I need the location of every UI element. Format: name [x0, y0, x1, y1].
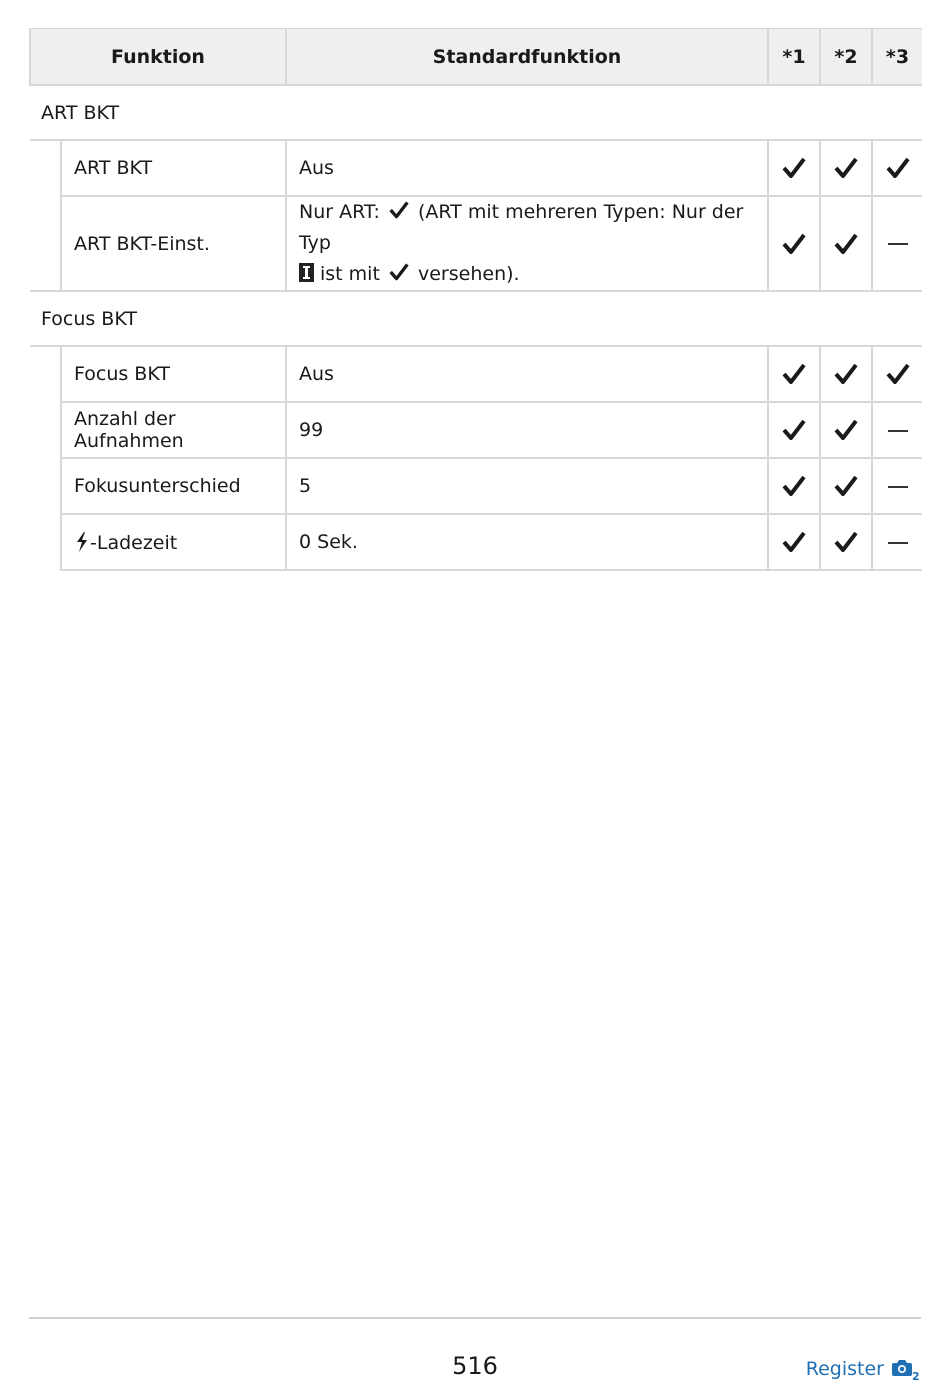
check-icon — [833, 156, 859, 180]
mark-cell-1 — [768, 196, 820, 291]
dash-icon — [888, 486, 908, 488]
check-icon — [833, 418, 859, 442]
dash-icon — [888, 243, 908, 245]
dash-icon — [888, 542, 908, 544]
function-cell: Anzahl der Aufnahmen — [61, 402, 286, 458]
table-row — [30, 514, 922, 570]
table-row — [30, 140, 922, 196]
row-indent — [30, 196, 61, 291]
header-standard: Standardfunktion — [286, 29, 768, 86]
check-icon — [781, 418, 807, 442]
function-cell — [61, 514, 286, 570]
check-icon — [781, 530, 807, 554]
check-icon — [885, 362, 911, 386]
row-indent — [30, 402, 61, 458]
table-row — [30, 196, 922, 291]
standard-cell: 99 — [286, 402, 768, 458]
header-c2: *2 — [820, 29, 872, 86]
mark-cell-1 — [768, 346, 820, 402]
check-icon — [833, 474, 859, 498]
page-number: 516 — [452, 1352, 498, 1380]
standard-cell: Aus — [286, 346, 768, 402]
mark-cell-3 — [872, 458, 922, 514]
group-row — [30, 85, 922, 140]
check-icon — [388, 262, 410, 282]
header-function: Funktion — [30, 29, 286, 86]
standard-cell: 5 — [286, 458, 768, 514]
function-cell: Focus BKT — [61, 346, 286, 402]
standard-cell: Aus — [286, 140, 768, 196]
table-row — [30, 458, 922, 514]
group-row — [30, 291, 922, 346]
check-icon — [885, 156, 911, 180]
mark-cell-3 — [872, 346, 922, 402]
row-indent — [30, 140, 61, 196]
standard-text-part: Nur ART: — [299, 201, 380, 223]
standard-cell — [286, 196, 768, 291]
mark-cell-1 — [768, 458, 820, 514]
register-link[interactable] — [806, 1357, 920, 1381]
footer-divider — [29, 1317, 921, 1319]
mark-cell-2 — [820, 196, 872, 291]
function-cell: ART BKT — [61, 140, 286, 196]
group-title: ART BKT — [30, 85, 922, 140]
standard-text-part: (ART mit mehreren Typen: Nur der Typ — [299, 201, 744, 254]
settings-table — [29, 28, 922, 571]
register-label: Register — [805, 1358, 884, 1380]
mark-cell-1 — [768, 514, 820, 570]
camera-menu-2-icon — [890, 1357, 920, 1381]
register-icon-sub: 2 — [912, 1370, 920, 1381]
check-icon — [781, 232, 807, 256]
check-icon — [781, 474, 807, 498]
dash-icon — [888, 430, 908, 432]
row-indent — [30, 458, 61, 514]
mark-cell-2 — [820, 402, 872, 458]
group-title: Focus BKT — [30, 291, 922, 346]
check-icon — [388, 200, 410, 220]
mark-cell-3 — [872, 514, 922, 570]
header-c3: *3 — [872, 29, 922, 86]
check-icon — [781, 362, 807, 386]
standard-text-part: versehen). — [418, 263, 520, 285]
mark-cell-2 — [820, 140, 872, 196]
standard-text-part: ist mit — [320, 263, 380, 285]
check-icon — [781, 156, 807, 180]
mark-cell-3 — [872, 402, 922, 458]
mark-cell-2 — [820, 514, 872, 570]
row-indent — [30, 514, 61, 570]
mark-cell-1 — [768, 140, 820, 196]
function-cell: Fokusunterschied — [61, 458, 286, 514]
function-label: -Ladezeit — [90, 531, 178, 554]
standard-cell: 0 Sek. — [286, 514, 768, 570]
mark-cell-2 — [820, 346, 872, 402]
check-icon — [833, 362, 859, 386]
check-icon — [833, 232, 859, 256]
mark-cell-1 — [768, 402, 820, 458]
table-row — [30, 402, 922, 458]
flash-icon — [74, 531, 90, 553]
art-type-icon — [299, 263, 314, 282]
table-row — [30, 346, 922, 402]
check-icon — [833, 530, 859, 554]
mark-cell-3 — [872, 140, 922, 196]
header-c1: *1 — [768, 29, 820, 86]
row-indent — [30, 346, 61, 402]
table-header-row — [30, 29, 922, 86]
function-cell: ART BKT-Einst. — [61, 196, 286, 291]
mark-cell-3 — [872, 196, 922, 291]
mark-cell-2 — [820, 458, 872, 514]
